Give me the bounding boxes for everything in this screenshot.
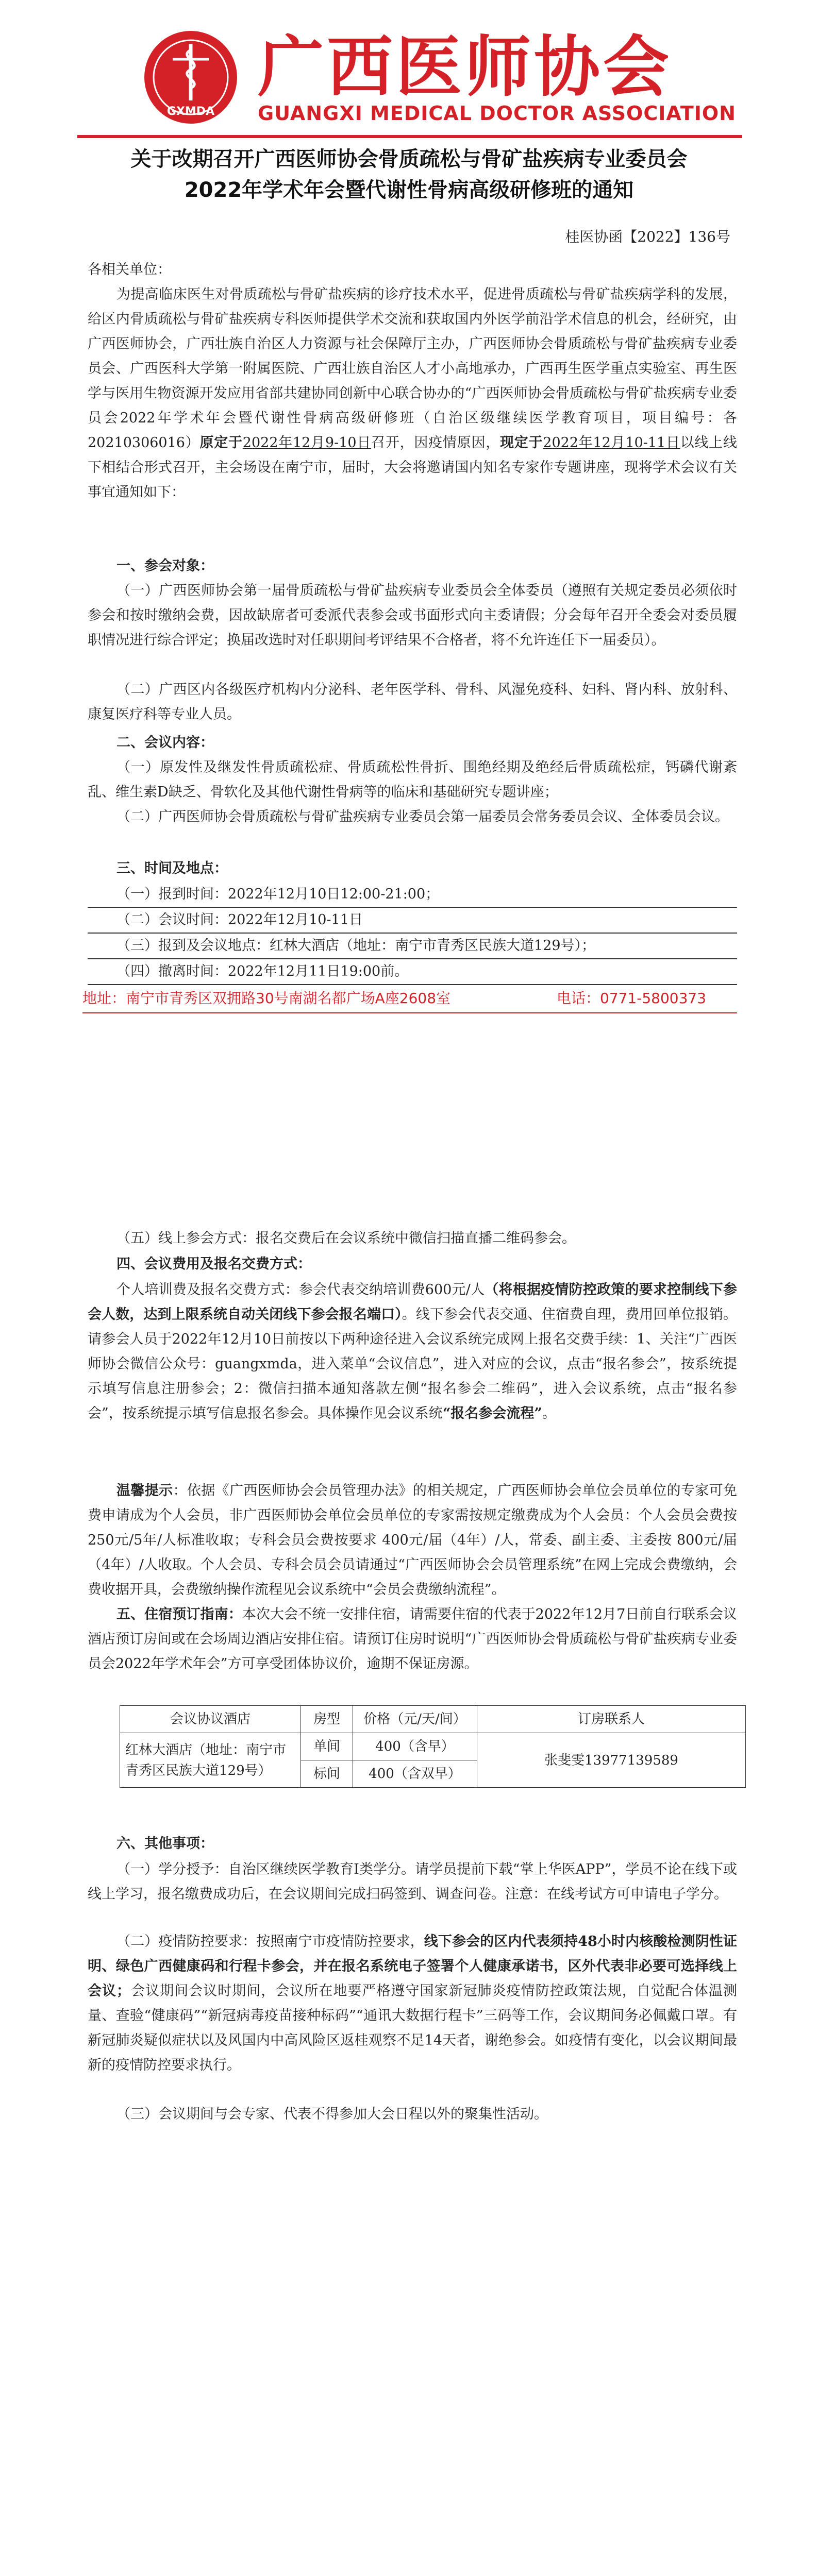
warm-tip-label: 温馨提示 [116,1483,173,1499]
table-header-cell: 订房联系人 [477,1706,746,1733]
section-1-item-2: （二）广西区内各级医疗机构内分泌科、老年医学科、骨科、风湿免疫科、妇科、肾内科、放射科、康复医疗科等专业人员。 [88,682,737,722]
intro-original-label: 原定于 [199,435,243,451]
red-address-bar [82,987,737,1013]
org-name-cn: 广西医师协会 [258,28,673,106]
intro-tail: 以线上线下相结合形式召开，主会场设在南宁市，届时，大会将邀请国内知名专家作专题讲座，现将学术会议有关事宜通知如下： [88,435,738,500]
doc-title-line1: 关于改期召开广西医师协会骨质疏松与骨矿盐疾病专业委员会 [130,147,688,171]
intro-original-date: 2022年12月9-10日 [242,435,372,451]
hotel-table [120,1705,746,1788]
red-address: 地址：南宁市青秀区双拥路30号南湖名都广场A座2608室 [82,990,451,1007]
section-6-item-1: （一）学分授予：自治区继续医学教育Ⅰ类学分。请学员提前下载“掌上华医APP”，学员不论在线下或线上学习，报名缴费成功后，在会议期间完成扫码签到、调查问卷。注意：在线考试方可申请电子学分。 [88,1861,737,1902]
section-3-heading: 三、时间及地点： [116,860,228,876]
room-price-cell: 400（含双早） [353,1760,477,1788]
room-type-cell: 标间 [301,1760,353,1788]
covid-text: （二）疫情防控要求：按照南宁市疫情防控要求， [116,1934,424,1950]
room-price-cell: 400（含早） [353,1733,477,1760]
section-2-item-2: （二）广西医师协会骨质疏松与骨矿盐疾病专业委员会第一届委员会常务委员会议、全体委员会议。 [116,809,729,825]
fee-note: （将根据疫情防控政策的要求控制线下参会人数，达到上限系统自动关闭线下参会报名端口） [88,1282,737,1323]
section-3-item-3: （三）报到及会议地点：红林大酒店（地址：南宁市青秀区民族大道129号）； [116,938,596,954]
doc-title-line2: 2022年学术年会暨代谢性骨病高级研修班的通知 [184,178,634,202]
salutation: 各相关单位： [88,262,171,278]
section-6-heading: 六、其他事项： [116,1836,214,1852]
covid-requirement: 线下参会的区内代表须持48小时内核酸检测阴性证明、绿色广西健康码和行程卡参会，并在报名系统电子签署个人健康承诺书，区外代表非必要可选择线上会议； [88,1934,738,1999]
booking-contact-cell: 张斐雯13977139589 [477,1733,746,1788]
hotel-name-cell: 红林大酒店（地址：南宁市青秀区民族大道129号） [120,1733,301,1788]
section-1-item-1: （一）广西医师协会第一届骨质疏松与骨矿盐疾病专业委员会全体委员（遵照有关规定委员必须依时参会和按时缴纳会费，因故缺席者可委派代表参会或书面形式向主委请假；分会每年召开全委会对委员履职情况进行综合评定；换届改选时对任职期间考评结果不合格者，将不允许连任下一届委员）。 [88,583,737,648]
section-5-paragraph [88,1602,737,1676]
fee-text-2: 。线下参会代表交通、住宿费自理，费用回单位报销。请参会人员于2022年12月10日前按以下两种途径进入会议系统完成网上报名交费手续：1、关注“广西医师协会微信公众号：guangxmda，进入菜单“会议信息”，进入对应的会议，点击“报名参会”，按系统提示填写信息注册参会；2：微信扫描本通知落款左侧“报名参会二维码”，进入会议系统，点击“报名参会”，按系统提示填写信息报名参会。具体操作见会议系统 [88,1307,737,1421]
intro-reason: 召开，因疫情原因， [371,435,500,451]
intro-new-date: 2022年12月10-11日 [543,435,680,451]
red-phone: 电话：0771-5800373 [557,990,707,1007]
table-header-cell: 会议协议酒店 [120,1706,301,1733]
section-3-item-5: （五）线上参会方式：报名交费后在会议系统中微信扫描直播二维码参会。 [116,1230,576,1246]
intro-text: 为提高临床医生对骨质疏松与骨矿盐疾病的诊疗技术水平，促进骨质疏松与骨矿盐疾病学科的发展，给区内骨质疏松与骨矿盐疾病专科医师提供学术交流和获取国内外医学前沿学术信息的机会，经研究，由广西医师协会，广西壮族自治区人力资源与社会保障厅主办，广西医师协会骨质疏松与骨矿盐疾病专业委员会、广西医科大学第一附属医院、广西壮族自治区人才小高地承办，广西再生医学重点实验室、再生医学与医用生物资源开发应用省部共建协同创新中心联合协办的“广西医师协会骨质疏松与骨矿盐疾病专业委员会2022年学术年会暨代谢性骨病高级研修班（自治区级继续医学教育项目，项目编号：各20210306016） [88,286,737,451]
doc-number: 桂医协函【2022】136号 [565,228,730,245]
header-divider [77,135,742,138]
section-4-heading: 四、会议费用及报名交费方式： [116,1256,311,1272]
intro-new-label: 现定于 [499,435,543,451]
section-2-item-1: （一）原发性及继发性骨质疏松症、骨质疏松性骨折、围绝经期及绝经后骨质疏松症，钙磷代谢紊乱、维生素D缺乏、骨软化及其他代谢性骨病等的临床和基础研究专题讲座； [88,759,737,800]
intro-paragraph [88,282,737,505]
association-logo-icon [142,28,240,126]
table-header-cell: 房型 [301,1706,353,1733]
section-6-item-3: （三）会议期间与会专家、代表不得参加大会日程以外的聚集性活动。 [116,2106,548,2122]
warm-tip-text: ：依据《广西医师协会会员管理办法》的相关规定，广西医师协会单位会员单位的专家可免费申请成为个人会员，非广西医师协会单位会员单位的专家需按规定缴费成为个人会员：个人会员会费按 250元/5年/人标准收取；专科会员会费按要求 400元/届（4年）/人，常委、副主委、主委按 800元/届（4年）/人收取。个人会员、专科会员会员请通过“广西医师协会会员管理系统”在网上完成会费缴纳，会费收据开具，会费缴纳操作流程见会议系统中“会员会费缴纳流程”。 [88,1483,738,1598]
section-6-item-2 [88,1929,737,2078]
table-row [120,1733,746,1760]
table-header-cell: 价格（元/天/间） [353,1706,477,1733]
section-3-item-1: （一）报到时间：2022年12月10日12:00-21:00； [116,886,440,902]
warm-tip-paragraph [88,1479,737,1602]
section-4-fee-paragraph [88,1278,737,1426]
org-name-en: GUANGXI MEDICAL DOCTOR ASSOCIATION [258,102,736,125]
fee-text-3: 。 [542,1405,556,1421]
section-3-item-2: （二）会议时间：2022年12月10-11日 [116,912,363,928]
section-5-heading: 五、住宿预订指南： [116,1606,242,1622]
room-type-cell: 单间 [301,1733,353,1760]
table-header-row [120,1706,746,1733]
covid-text-2: 会议期间会议时期间，会议所在地要严格遵守国家新冠肺炎疫情防控政策法规，自觉配合体温测量、查验“健康码”“新冠病毒疫苗接种标码”“通讯大数据行程卡”三码等工作，会议期间务必佩戴口罩。有新冠肺炎疑似症状以及风国内中高风险区返桂观察不足14天者，谢绝参会。如疫情有变化，以会议期间最新的疫情防控要求执行。 [88,1983,737,2073]
fee-flow: “报名参会流程” [442,1405,542,1421]
section-2-heading: 二、会议内容： [116,735,214,751]
row-divider [88,984,737,985]
section-3-item-4: （四）撤离时间：2022年12月11日19:00前。 [116,963,409,979]
section-5-text: 本次大会不统一安排住宿，请需要住宿的代表于2022年12月7日前自行联系会议酒店预订房间或在会场周边酒店安排住宿。请预订住房时说明“广西医师协会骨质疏松与骨矿盐疾病专业委员会2022年学术年会”方可享受团体协议价，逾期不保证房源。 [88,1606,738,1672]
logo-text: GXMDA [166,105,215,118]
section-1-heading: 一、参会对象： [116,558,214,574]
fee-text: 个人培训费及报名交费方式：参会代表交纳培训费600元/人 [116,1282,485,1298]
